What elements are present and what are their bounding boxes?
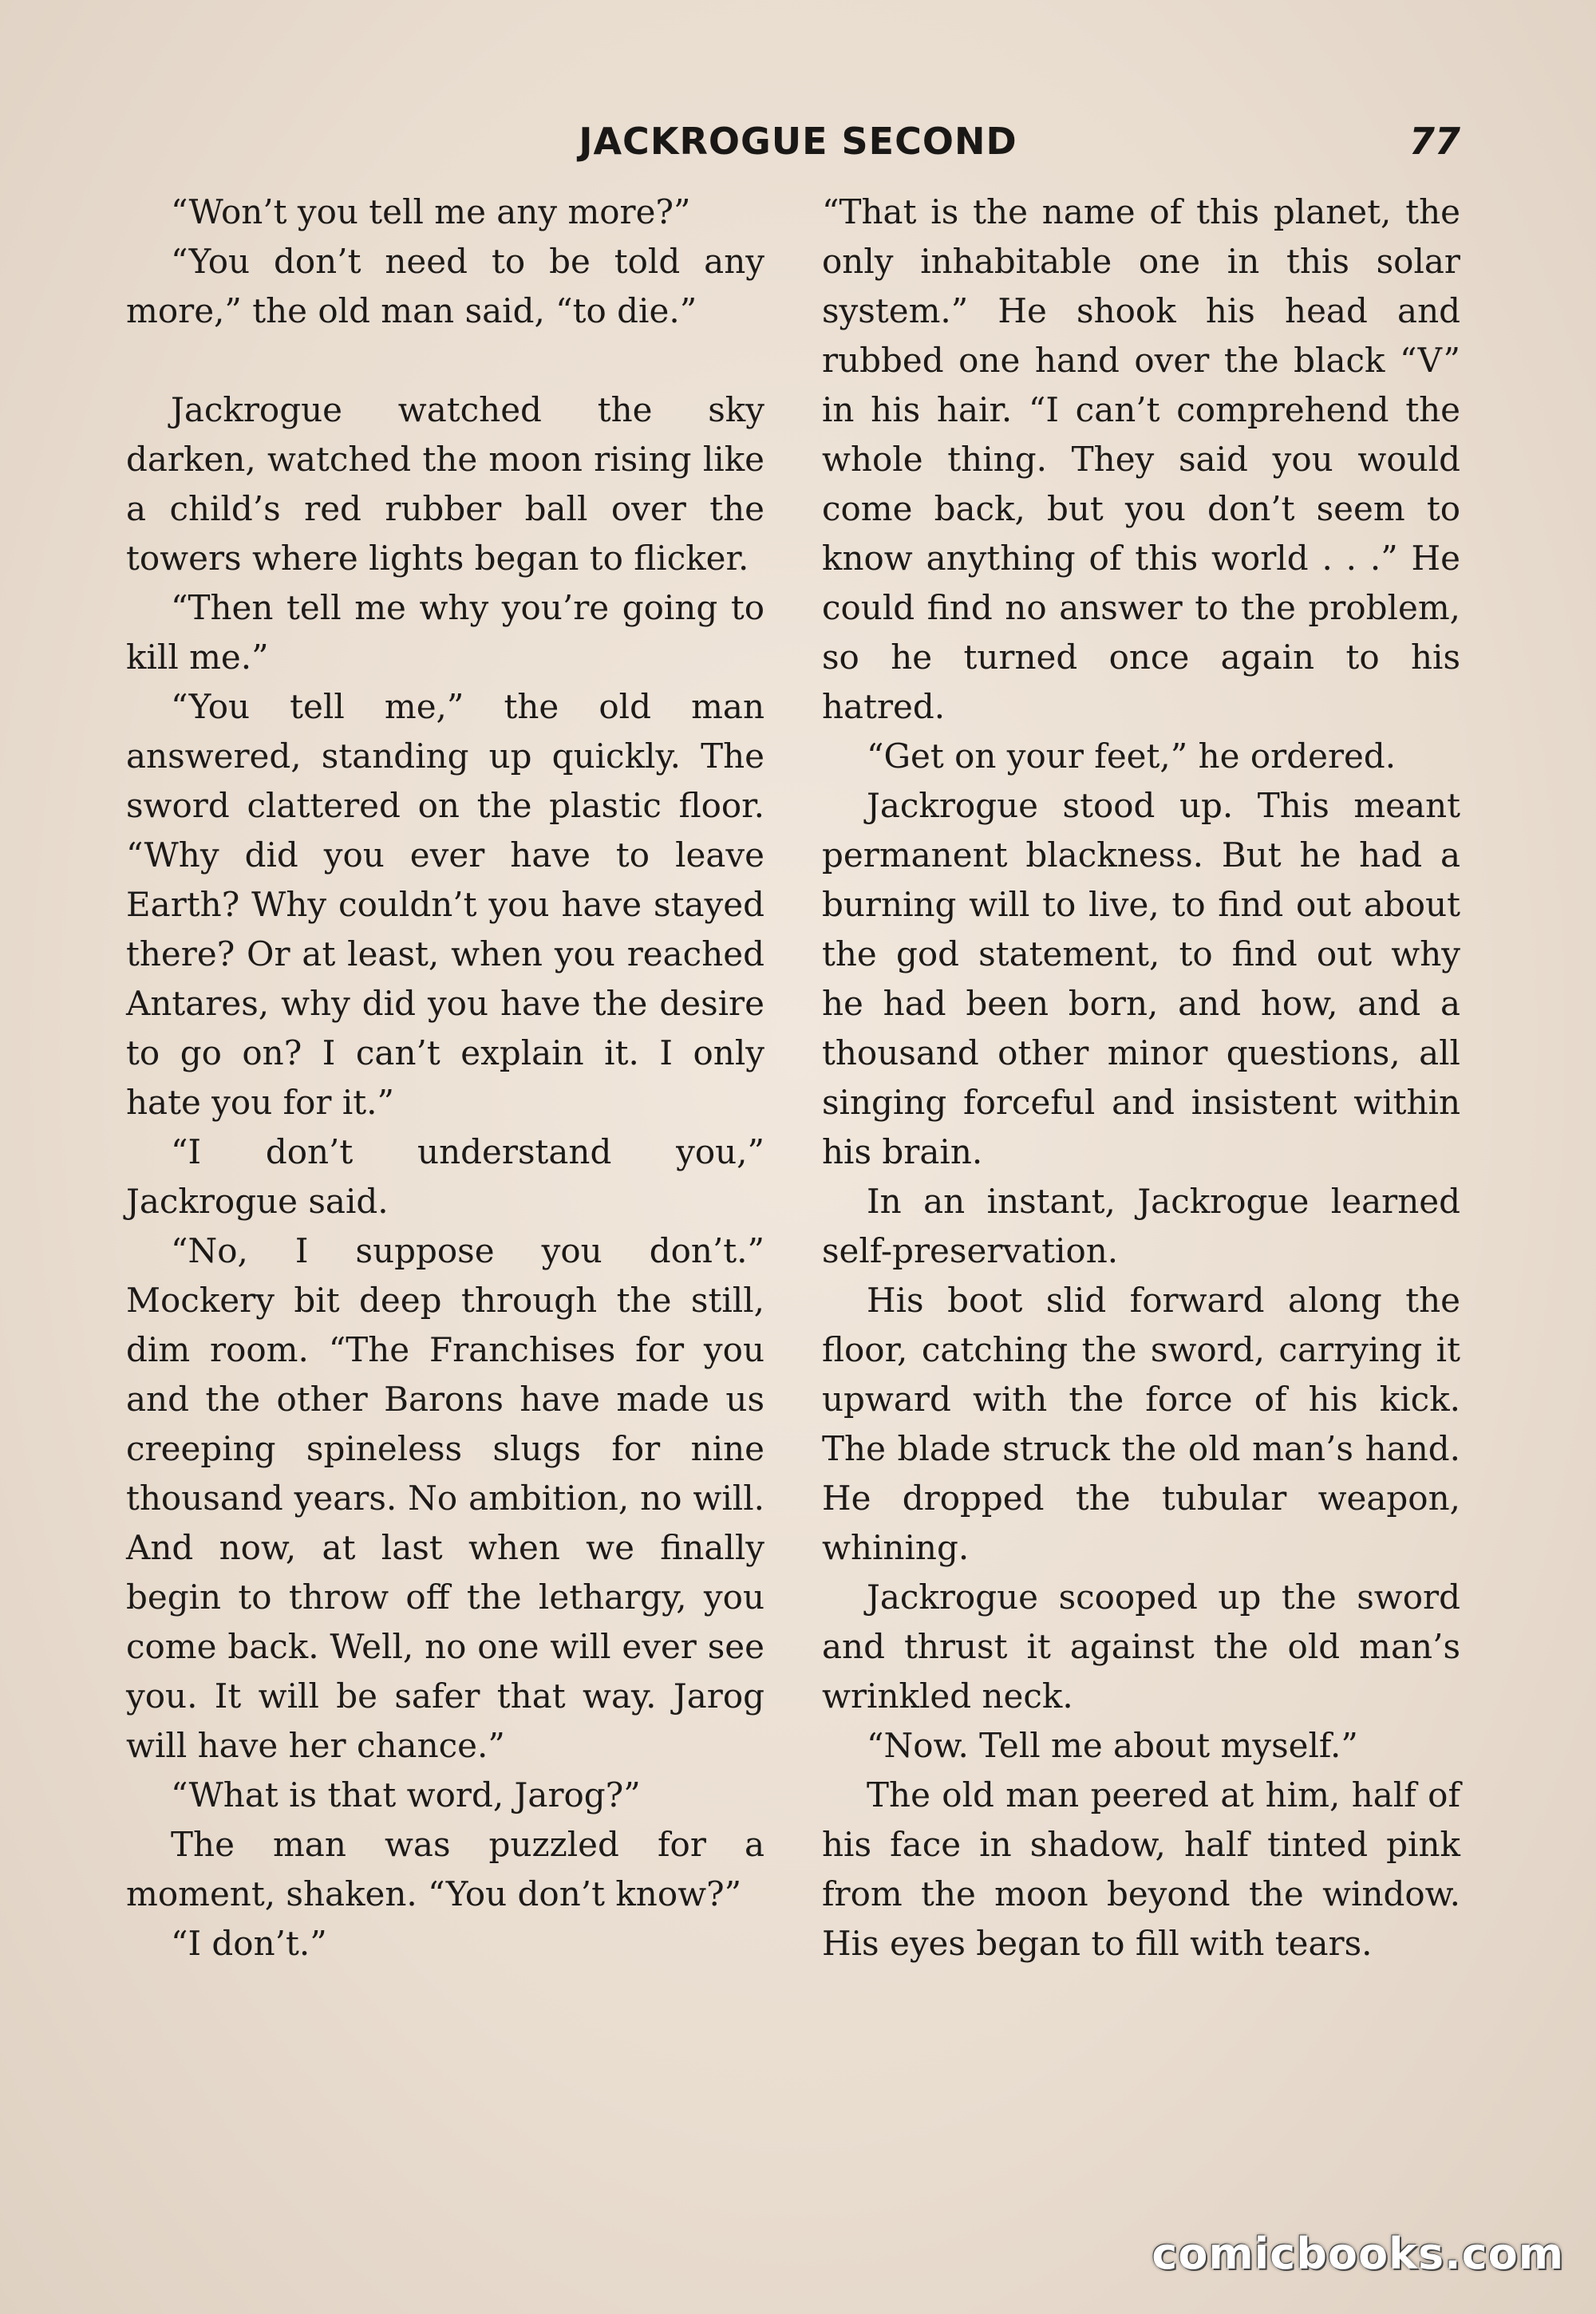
paragraph: “What is that word, Jarog?”: [171, 1775, 641, 1814]
paragraph: Jackrogue watched the sky darken, watched the moon rising like a child’s red rubber ball over the towers where lights began to flicker.: [126, 390, 764, 578]
paragraph: Jackrogue scooped up the sword and thrust it against the old man’s wrinkled neck.: [822, 1578, 1460, 1716]
paragraph: The man was puzzled for a moment, shaken. “You don’t know?”: [126, 1825, 764, 1913]
paragraph: “That is the name of this planet, the only inhabitable one in this solar system.” He shook his head and rubbed one hand over the black “V” in his hair. “I can’t comprehend the whole thing. They said you would come back, but you don’t seem to know anything of this world . . .” He could find no answer to the problem, so he turned once again to his hatred.: [822, 192, 1460, 726]
paragraph: “You tell me,” the old man answered, standing up quickly. The sword clattered on the plastic floor. “Why did you ever have to leave Earth? Why couldn’t you have stayed there? Or at least, when you reached Antares, why did you have the desire to go on? I can’t explain it. I only hate you for it.”: [126, 687, 764, 1122]
paragraph: “You don’t need to be told any more,” the old man said, “to die.”: [126, 242, 764, 330]
paragraph: “Won’t you tell me any more?”: [171, 192, 691, 231]
paragraph: Jackrogue stood up. This meant permanent blackness. But he had a burning will to live, to find out about the god statement, to find out why he had been born, and how, and a thousand other minor questions, all singing forceful and insistent within his brain.: [822, 786, 1460, 1171]
running-title: JACKROGUE SECOND: [579, 120, 1017, 163]
paragraph: “Then tell me why you’re going to kill me.”: [126, 588, 764, 677]
page-number: 77: [1408, 120, 1460, 163]
page-header: [0, 120, 1596, 168]
paragraph: “Get on your feet,” he ordered.: [867, 736, 1396, 776]
paragraph: “Now. Tell me about myself.”: [867, 1726, 1358, 1765]
paragraph: In an instant, Jackrogue learned self-preservation.: [822, 1182, 1460, 1270]
watermark: comicbooks.com: [1152, 2229, 1564, 2279]
paragraph: His boot slid forward along the floor, catching the sword, carrying it upward with the force of his kick. The blade struck the old man’s hand. He dropped the tubular weapon, whining.: [822, 1281, 1460, 1567]
right-column: [822, 188, 1460, 1968]
paragraph: “No, I suppose you don’t.” Mockery bit deep through the still, dim room. “The Franchises for you and the other Barons have made us creeping spineless slugs for nine thousand years. No ambition, no will. And now, at last when we finally begin to throw off the lethargy, you come back. Well, no one will ever see you. It will be safer that way. Jarog will have her chance.”: [126, 1231, 764, 1765]
paragraph: The old man peered at him, half of his face in shadow, half tinted pink from the moon beyond the window. His eyes began to fill with tears.: [822, 1775, 1460, 1963]
paragraph: “I don’t.”: [171, 1924, 327, 1963]
paragraph: “I don’t understand you,” Jackrogue said.: [126, 1132, 764, 1221]
left-column: [126, 188, 764, 1968]
